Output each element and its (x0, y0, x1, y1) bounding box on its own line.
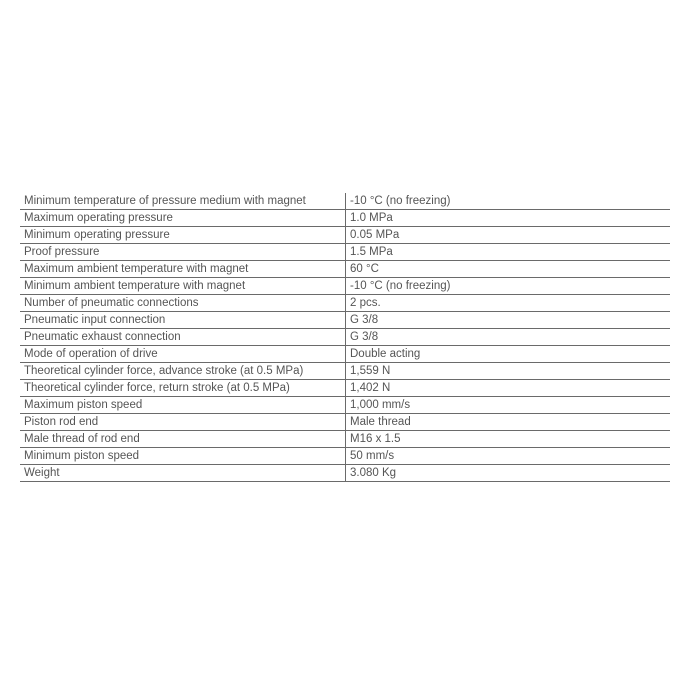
spec-label: Mode of operation of drive (20, 346, 346, 363)
spec-value: Male thread (346, 414, 671, 431)
spec-value: M16 x 1.5 (346, 431, 671, 448)
spec-value: 3.080 Kg (346, 465, 671, 482)
table-row (20, 193, 670, 210)
spec-label: Number of pneumatic connections (20, 295, 346, 312)
table-row (20, 397, 670, 414)
spec-label: Minimum piston speed (20, 448, 346, 465)
table-row (20, 227, 670, 244)
spec-label: Piston rod end (20, 414, 346, 431)
spec-label: Minimum temperature of pressure medium with magnet (20, 193, 346, 210)
spec-label: Minimum operating pressure (20, 227, 346, 244)
specification-table (20, 193, 670, 482)
spec-value: 0.05 MPa (346, 227, 671, 244)
spec-value: 2 pcs. (346, 295, 671, 312)
spec-value: -10 °C (no freezing) (346, 278, 671, 295)
table-row (20, 329, 670, 346)
spec-value: 1,402 N (346, 380, 671, 397)
spec-label: Proof pressure (20, 244, 346, 261)
spec-value: Double acting (346, 346, 671, 363)
spec-value: -10 °C (no freezing) (346, 193, 671, 210)
table-row (20, 346, 670, 363)
table-row (20, 414, 670, 431)
spec-label: Maximum piston speed (20, 397, 346, 414)
table-row (20, 295, 670, 312)
spec-label: Maximum ambient temperature with magnet (20, 261, 346, 278)
table-row (20, 448, 670, 465)
spec-value: G 3/8 (346, 312, 671, 329)
table-row (20, 244, 670, 261)
spec-label: Minimum ambient temperature with magnet (20, 278, 346, 295)
spec-label: Weight (20, 465, 346, 482)
spec-label: Theoretical cylinder force, return stroke (at 0.5 MPa) (20, 380, 346, 397)
table-row (20, 465, 670, 482)
table-row (20, 312, 670, 329)
table-row (20, 363, 670, 380)
spec-value: 60 °C (346, 261, 671, 278)
spec-label: Pneumatic input connection (20, 312, 346, 329)
spec-value: 1.5 MPa (346, 244, 671, 261)
table-row (20, 380, 670, 397)
spec-value: 1,000 mm/s (346, 397, 671, 414)
spec-label: Theoretical cylinder force, advance stroke (at 0.5 MPa) (20, 363, 346, 380)
spec-value: 50 mm/s (346, 448, 671, 465)
spec-value: G 3/8 (346, 329, 671, 346)
spec-value: 1.0 MPa (346, 210, 671, 227)
spec-label: Male thread of rod end (20, 431, 346, 448)
spec-label: Maximum operating pressure (20, 210, 346, 227)
table-row (20, 278, 670, 295)
table-row (20, 210, 670, 227)
table-row (20, 261, 670, 278)
table-row (20, 431, 670, 448)
spec-label: Pneumatic exhaust connection (20, 329, 346, 346)
spec-value: 1,559 N (346, 363, 671, 380)
